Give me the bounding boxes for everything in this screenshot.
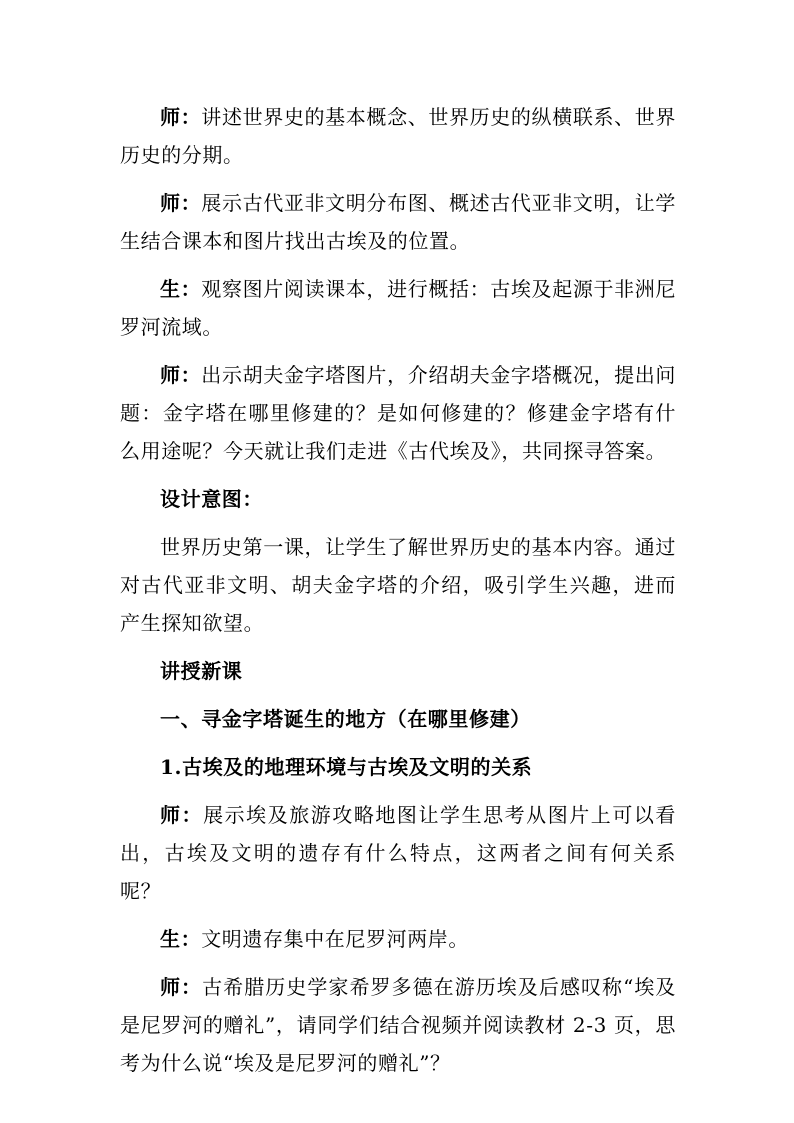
paragraph-student-1 xyxy=(120,270,676,346)
paragraph-teacher-5 xyxy=(120,968,676,1082)
paragraph-text: 展示埃及旅游攻略地图让学生思考从图片上可以看出，古埃及文明的遗存有什么特点，这两者之间有何关系呢？ xyxy=(120,803,676,903)
speaker-label: 师： xyxy=(160,363,202,387)
paragraph-teacher-3 xyxy=(120,356,676,470)
paragraph-text: 出示胡夫金字塔图片，介绍胡夫金字塔概况，提出问题：金字塔在哪里修建的？是如何修建的？修建金字塔有什么用途呢？今天就让我们走进《古代埃及》，共同探寻答案。 xyxy=(120,363,676,463)
paragraph-text: 古希腊历史学家希罗多德在游历埃及后感叹称“埃及是尼罗河的赠礼”，请同学们结合视频并阅读教材 2-3 页，思考为什么说“埃及是尼罗河的赠礼”？ xyxy=(120,975,677,1075)
paragraph-teacher-2 xyxy=(120,184,676,260)
speaker-label: 师： xyxy=(160,975,203,999)
paragraph-text: 讲述世界史的基本概念、世界历史的纵横联系、世界历史的分期。 xyxy=(120,105,676,167)
design-intent-paragraph xyxy=(120,528,676,642)
paragraph-text: 文明遗存集中在尼罗河两岸。 xyxy=(201,927,470,951)
document-page xyxy=(120,98,676,1092)
sub-heading: 1.古埃及的地理环境与古埃及文明的关系 xyxy=(160,755,533,779)
speaker-label: 师： xyxy=(160,191,202,215)
paragraph-text: 世界历史第一课，让学生了解世界历史的基本内容。通过对古代亚非文明、胡夫金字塔的介绍，吸引学生兴趣，进而产生探知欲望。 xyxy=(120,535,676,635)
design-intent-heading: 设计意图： xyxy=(160,487,263,511)
paragraph-teacher-4 xyxy=(120,796,676,910)
section-heading: 讲授新课 xyxy=(160,659,243,683)
speaker-label: 生： xyxy=(160,927,202,951)
speaker-label: 师： xyxy=(160,803,204,827)
part-heading: 一、寻金字塔诞生的地方（在哪里修建） xyxy=(160,707,531,731)
speaker-label: 生： xyxy=(160,277,202,301)
paragraph-text: 展示古代亚非文明分布图、概述古代亚非文明，让学生结合课本和图片找出古埃及的位置。 xyxy=(120,191,676,253)
speaker-label: 师： xyxy=(160,105,202,129)
paragraph-text: 观察图片阅读课本，进行概括：古埃及起源于非洲尼罗河流域。 xyxy=(120,277,676,339)
paragraph-student-2 xyxy=(120,920,676,958)
paragraph-teacher-1 xyxy=(120,98,676,174)
